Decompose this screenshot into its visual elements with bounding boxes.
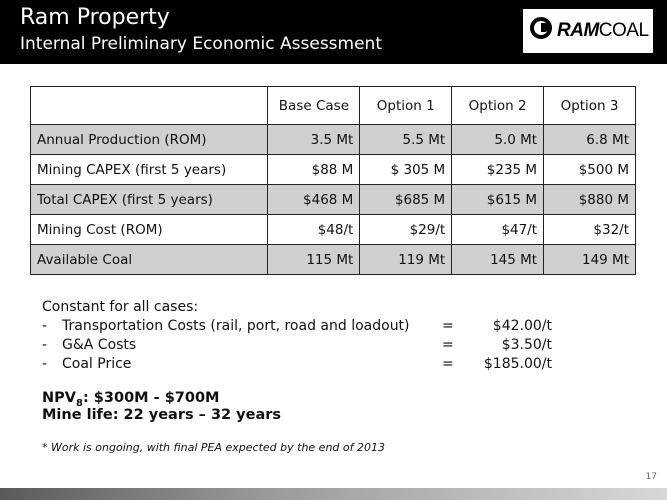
row-label: Mining CAPEX (first 5 years): [31, 155, 268, 185]
footnote: * Work is ongoing, with final PEA expected by the end of 2013: [42, 441, 385, 454]
constant-item: [42, 336, 552, 355]
constant-label: Coal Price: [62, 356, 132, 372]
table-cell: $235 M: [452, 155, 544, 185]
table-cell: 6.8 Mt: [544, 125, 636, 155]
table-row: [31, 215, 636, 245]
table-cell: 5.5 Mt: [360, 125, 452, 155]
table-cell: $32/t: [544, 215, 636, 245]
npv-value: : $300M - $700M: [82, 390, 220, 406]
equals-sign: =: [442, 318, 454, 334]
constants-heading: Constant for all cases:: [42, 299, 199, 315]
slide-title: Ram Property: [20, 5, 170, 30]
constant-label: G&A Costs: [62, 337, 137, 353]
constant-label: Transportation Costs (rail, port, road and loadout): [62, 318, 410, 334]
bullet-dash: -: [42, 356, 48, 372]
table-header-cell: Option 3: [544, 87, 636, 125]
table-header-row: [31, 87, 636, 125]
table-cell: $500 M: [544, 155, 636, 185]
header-bar: [0, 0, 667, 64]
table-cell: $ 305 M: [360, 155, 452, 185]
constant-item: [42, 355, 552, 374]
table-cell: $88 M: [268, 155, 360, 185]
logo-text-coal: COAL: [598, 20, 649, 41]
slide-subtitle: Internal Preliminary Economic Assessment: [20, 34, 382, 54]
mine-life-line: Mine life: 22 years – 32 years: [42, 407, 282, 423]
table-header-cell: [31, 87, 268, 125]
table-cell: $47/t: [452, 215, 544, 245]
table-cell: 3.5 Mt: [268, 125, 360, 155]
constant-value: $3.50/t: [501, 337, 552, 353]
table-cell: $48/t: [268, 215, 360, 245]
page-number: 17: [645, 472, 657, 482]
table-row: [31, 185, 636, 215]
row-label: Available Coal: [31, 245, 268, 275]
table-cell: 119 Mt: [360, 245, 452, 275]
table-cell: 115 Mt: [268, 245, 360, 275]
table-cell: $880 M: [544, 185, 636, 215]
table-cell: $29/t: [360, 215, 452, 245]
constant-item: [42, 317, 552, 336]
logo-mark-icon: [530, 17, 552, 39]
logo-text-ram: RAM: [557, 20, 599, 41]
constants-block: [42, 298, 552, 374]
table-cell: 149 Mt: [544, 245, 636, 275]
table-cell: 5.0 Mt: [452, 125, 544, 155]
bullet-dash: -: [42, 318, 48, 334]
table-cell: $468 M: [268, 185, 360, 215]
table-cell: $685 M: [360, 185, 452, 215]
table-header-cell: Option 2: [452, 87, 544, 125]
equals-sign: =: [442, 356, 454, 372]
table-row: [31, 155, 636, 185]
footer-bar: [0, 488, 667, 500]
logo-text: [557, 19, 649, 43]
constant-value: $42.00/t: [492, 318, 552, 334]
constant-value: $185.00/t: [483, 356, 552, 372]
npv-subscript: 8: [75, 397, 83, 409]
table-row: [31, 245, 636, 275]
table-row: [31, 125, 636, 155]
bullet-dash: -: [42, 337, 48, 353]
table-header-cell: Base Case: [268, 87, 360, 125]
equals-sign: =: [442, 337, 454, 353]
economics-table: [30, 86, 636, 275]
row-label: Total CAPEX (first 5 years): [31, 185, 268, 215]
table-header-cell: Option 1: [360, 87, 452, 125]
table-cell: 145 Mt: [452, 245, 544, 275]
table-cell: $615 M: [452, 185, 544, 215]
npv-label: NPV: [42, 390, 76, 406]
row-label: Annual Production (ROM): [31, 125, 268, 155]
row-label: Mining Cost (ROM): [31, 215, 268, 245]
ramcoal-logo: [523, 9, 653, 53]
